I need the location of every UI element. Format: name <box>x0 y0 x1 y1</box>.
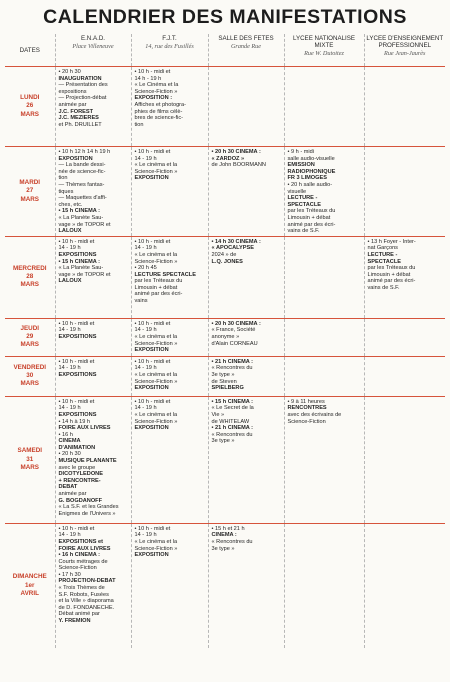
event-text: • 10 h - midi et 14 - 19 h EXPOSITIONS <box>58 358 97 378</box>
event-cell-fjt <box>131 356 208 396</box>
event-text: • 10 h - midi et 14 - 19 h « Le cinéma et la Science-Fiction » EXPOSITION <box>134 525 178 559</box>
day-row <box>5 236 445 318</box>
page-title: CALENDRIER DES MANIFESTATIONS <box>43 6 407 28</box>
event-cell-salle <box>208 396 284 523</box>
event-text: • 9 h - midi salle audio-visuelle EMISSION RADIOPHONIQUE FR 3 LIMOGES • 20 h salle audio- visuelle LECTURE - SPECTACLE par les Tréteaux du Limousin + débat animé par des écri- vains de S.F. <box>287 149 336 235</box>
day-row <box>5 523 445 648</box>
event-text <box>365 67 446 70</box>
event-cell-lycee <box>284 318 364 356</box>
event-cell-lycee <box>284 356 364 396</box>
event-text: • 15 h CINEMA : « Le Secret de la Vie » de WHITELAW • 21 h CINEMA : « Rencontres du 3e type » <box>211 398 254 445</box>
day-label: MARDI 27 MARS <box>19 178 41 203</box>
event-text <box>365 319 446 322</box>
day-row <box>5 356 445 396</box>
event-text: • 9 à 11 heures RENCONTRES avec des écrivains de Science-Fiction <box>287 398 342 425</box>
event-cell-salle <box>208 147 284 237</box>
event-text <box>365 524 446 527</box>
header-row <box>5 34 445 67</box>
event-text <box>285 67 364 70</box>
event-text: • 20 h 30 INAUGURATION — Présentation des expositions — Projection-débat animée par J.C. FOREST J.C. MEZIERES et Ph. DRUILLET <box>58 69 108 128</box>
event-cell-lep <box>364 523 445 648</box>
event-text <box>365 397 446 400</box>
day-label: LUNDI 26 MARS <box>20 93 40 118</box>
event-cell-lep <box>364 356 445 396</box>
event-cell-lycee <box>284 396 364 523</box>
column-header-enad: E.N.A.D. Place Villeneuve <box>55 34 131 67</box>
event-cell-salle <box>208 67 284 147</box>
event-text: • 21 h CINEMA : « Rencontres du 3e type » de Steven SPIELBERG <box>211 358 254 392</box>
event-cell-fjt <box>131 318 208 356</box>
event-cell-lep <box>364 396 445 523</box>
event-cell-lycee <box>284 236 364 318</box>
event-text <box>365 357 446 360</box>
event-text: • 20 h 30 CINEMA : « ZARDOZ » de John BOORMANN <box>211 149 266 169</box>
event-text <box>285 319 364 322</box>
column-header-salle-des-fetes: SALLE DES FETES Grande Rue <box>208 34 284 67</box>
event-cell-fjt <box>131 147 208 237</box>
event-cell-enad <box>55 318 131 356</box>
day-row <box>5 396 445 523</box>
event-cell-lep <box>364 236 445 318</box>
event-text: • 10 h - midi et 14 - 19 h EXPOSITIONS et FOIRE AUX LIVRES • 16 h CINEMA : Courts métrages de Science-Fiction • 17 h 30 PROJECTION-DEBAT « Trois Thèmes de S.F. Robots, Fusées et la Ville » diaporama de D. FONDANECHE. Débat animé par Y. FREMION <box>58 525 116 625</box>
event-text: • 10 h 12 h 14 h 19 h EXPOSITION — La bande dessi- née de science-fic- tion — Thèmes fantas- tiques — Maquettes d'affi- ches, etc. • 15 h CINEMA : « La Planète Sau- vage » de TOPOR et LALOUX <box>58 149 111 235</box>
event-cell-enad <box>55 396 131 523</box>
event-cell-enad <box>55 147 131 237</box>
event-cell-fjt <box>131 236 208 318</box>
schedule-table <box>5 34 445 648</box>
event-text: • 13 h Foyer - Inter- nat Garçons LECTURE - SPECTACLE par les Tréteaux du Limousin + débat animé par des écri- vains de S.F. <box>367 238 416 291</box>
event-text: • 10 h - midi et 14 - 19 h « Le cinéma et la Science-Fiction » EXPOSITION <box>134 398 178 432</box>
event-text: • 10 h - midi et 14 - 19 h « Le cinéma et la Science-Fiction » EXPOSITION <box>134 320 178 354</box>
event-text: • 10 h - midi et 14 - 19 h EXPOSITIONS <box>58 320 97 340</box>
event-cell-fjt <box>131 67 208 147</box>
event-text <box>285 524 364 527</box>
day-row <box>5 318 445 356</box>
day-label: DIMANCHE 1er AVRIL <box>12 573 47 598</box>
event-cell-salle <box>208 523 284 648</box>
event-cell-lep <box>364 318 445 356</box>
event-cell-fjt <box>131 523 208 648</box>
event-text: • 20 h 30 CINEMA : « France, Société anonyme » d'Alain CORNEAU <box>211 320 261 347</box>
event-cell-salle <box>208 356 284 396</box>
day-label: VENDREDI 30 MARS <box>13 363 47 388</box>
event-cell-lep <box>364 67 445 147</box>
event-cell-salle <box>208 236 284 318</box>
event-text: • 15 h et 21 h CINEMA : « Rencontres du 3e type » <box>211 525 253 552</box>
event-text <box>209 67 284 70</box>
event-text: • 10 h - midi et 14 - 19 h « Le cinéma et la Science-Fiction » EXPOSITION <box>134 149 178 182</box>
event-cell-enad <box>55 356 131 396</box>
event-cell-fjt <box>131 396 208 523</box>
event-text <box>285 357 364 360</box>
event-cell-enad <box>55 523 131 648</box>
event-cell-lycee <box>284 147 364 237</box>
event-cell-lep <box>364 147 445 237</box>
event-text: • 10 h - midi et 14 - 19 h « Le cinéma et la Science-Fiction » • 20 h 45 LECTURE SPECTACLE par les Tréteaux du Limousin + débat animé par des écri- vains <box>134 238 196 305</box>
column-header-lycee-nationalise: LYCEE NATIONALISE MIXTE Rue W. Dutoitez <box>284 34 364 67</box>
event-cell-lycee <box>284 523 364 648</box>
column-header-lep: LYCEE D'ENSEIGNEMENT PROFESSIONNEL Rue Jean-Jaurès <box>364 34 445 67</box>
day-label: JEUDI 29 MARS <box>20 324 40 349</box>
event-text: • 10 h - midi et 14 h - 19 h « Le Cinéma et la Science-Fiction » EXPOSITION : Affiches et photogra- phies de films célè- bres de science-fic- tion <box>134 69 187 128</box>
day-row <box>5 67 445 147</box>
event-cell-salle <box>208 318 284 356</box>
event-text <box>365 147 446 150</box>
day-row <box>5 147 445 237</box>
column-header-fjt: F.J.T. 14, rue des Fusillés <box>131 34 208 67</box>
event-text: • 10 h - midi et 14 - 19 h EXPOSITIONS • 15 h CINEMA : « La Planète Sau- vage » de TOPOR et LALOUX <box>58 238 111 285</box>
day-label: MERCREDI 28 MARS <box>12 264 47 289</box>
day-label: SAMEDI 31 MARS <box>17 447 42 471</box>
event-text: • 10 h - midi et 14 - 19 h « Le cinéma et la Science-Fiction » EXPOSITION <box>134 358 178 392</box>
event-text: • 10 h - midi et 14 - 19 h EXPOSITIONS • 14 h à 19 h FOIRE AUX LIVRES • 16 h CINEMA D'ANIMATION • 20 h 30 MUSIQUE PLANANTE avec le groupe DICOTYLEDONE + RENCONTRE- DEBAT animée par G. BOGDANOFF « La S.F. et les Grandes Enigmes de l'Univers » <box>58 398 119 517</box>
event-cell-enad <box>55 67 131 147</box>
column-header-dates: DATES <box>19 47 40 54</box>
event-cell-enad <box>55 236 131 318</box>
event-text: • 14 h 30 CINEMA : « APOCALYPSE 2024 » de L.Q. JONES <box>211 238 261 265</box>
event-text <box>285 237 364 240</box>
event-cell-lycee <box>284 67 364 147</box>
